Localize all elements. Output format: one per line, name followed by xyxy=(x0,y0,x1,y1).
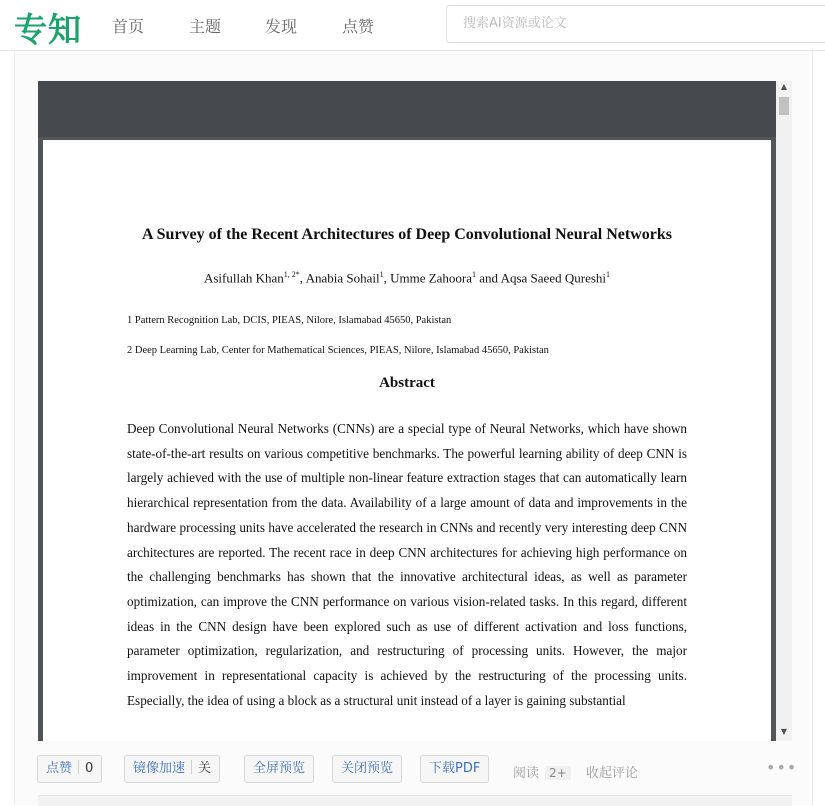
author-name: Aqsa Saeed Qureshi xyxy=(500,270,607,286)
abstract-text: Deep Convolutional Neural Networks (CNNs) are a special type of Neural Networks, which have shown state-of-the-art results on various competitive benchmarks. The powerful learning ability of deep CNN is largely achieved with the use of multiple non-linear feature extraction stages that can automatically learn hierarchical representation from the data. Availability of a large amount of data and improvements in the hardware processing units have accelerated the research in CNNs and recently very interesting deep CNN architectures are reported. The recent race in deep CNN architectures for achieving high performance on the challenging benchmarks has shown that the innovative architectural ideas, as well as parameter optimization, can improve the CNN performance on various vision-related tasks. In this regard, different ideas in the CNN design have been explored such as use of different activation and loss functions, parameter optimization, regularization, and restructuring of processing units. However, the major improvement in representational capacity is achieved by the restructuring of the processing units. Especially, the idea of using a block as a structural unit instead of a layer is gaining substantial xyxy=(127,421,687,708)
top-navbar xyxy=(0,0,825,51)
fullscreen-preview-button[interactable]: 全屏预览 xyxy=(244,755,314,783)
mirror-label: 镜像加速 xyxy=(133,761,186,776)
close-preview-button[interactable]: 关闭预览 xyxy=(332,755,402,783)
search-input[interactable] xyxy=(447,6,823,40)
comment-area-top xyxy=(38,795,792,806)
author-affiliation-mark: 1 xyxy=(379,270,384,279)
read-count-badge: 2+ xyxy=(545,766,571,780)
nav-discover[interactable]: 发现 xyxy=(265,17,298,36)
pdf-viewer[interactable] xyxy=(38,81,776,741)
like-count: 0 xyxy=(85,761,94,776)
search-box xyxy=(446,5,825,43)
viewer-scrollbar[interactable] xyxy=(776,81,792,741)
abstract-heading: Abstract xyxy=(379,375,435,391)
mirror-state: 关 xyxy=(198,761,212,776)
author-name: Asifullah Khan xyxy=(203,270,284,286)
affiliation-1: 1 Pattern Recognition Lab, DCIS, PIEAS, Nilore, Islamabad 45650, Pakistan xyxy=(127,315,452,326)
like-button[interactable] xyxy=(37,755,102,783)
nav-home[interactable]: 首页 xyxy=(112,17,145,36)
author-affiliation-mark: 1 xyxy=(606,270,611,279)
site-logo[interactable]: 专知 xyxy=(14,10,82,49)
nav-likes[interactable]: 点赞 xyxy=(342,17,375,36)
more-horizontal-icon[interactable]: ••• xyxy=(766,758,798,777)
divider xyxy=(191,760,192,774)
author-name: Anabia Sohail xyxy=(305,270,380,286)
nav-topics[interactable]: 主题 xyxy=(189,17,222,36)
scroll-up-icon[interactable]: ▲ xyxy=(780,82,788,91)
download-pdf-button[interactable]: 下载PDF xyxy=(420,755,489,783)
mirror-accel-button[interactable] xyxy=(124,755,220,783)
affiliation-2: 2 Deep Learning Lab, Center for Mathematical Sciences, PIEAS, Nilore, Islamabad 45650, Pakistan xyxy=(127,345,549,356)
scroll-down-icon[interactable]: ▼ xyxy=(780,727,788,736)
divider xyxy=(78,760,79,774)
author-affiliation-mark: 1 xyxy=(472,270,477,279)
read-count xyxy=(513,762,571,781)
pdf-page xyxy=(43,140,771,741)
collapse-comments-link[interactable]: 收起评论 xyxy=(586,766,639,781)
paper-title: A Survey of the Recent Architectures of Deep Convolutional Neural Networks xyxy=(141,226,672,243)
like-label: 点赞 xyxy=(46,761,73,776)
paper-authors: Asifullah Khan$^{1, 2*}$, Anabia Sohail$^1$, Umme Zahoora$^1$ and Aqsa Saeed Qureshi$^1$ xyxy=(203,270,611,286)
pdf-viewer-toolbar xyxy=(38,81,776,137)
scrollbar-thumb[interactable] xyxy=(779,97,789,115)
author-name: Umme Zahoora xyxy=(390,270,473,286)
read-label: 阅读 xyxy=(513,766,540,781)
author-affiliation-mark: 1, 2* xyxy=(283,270,300,279)
